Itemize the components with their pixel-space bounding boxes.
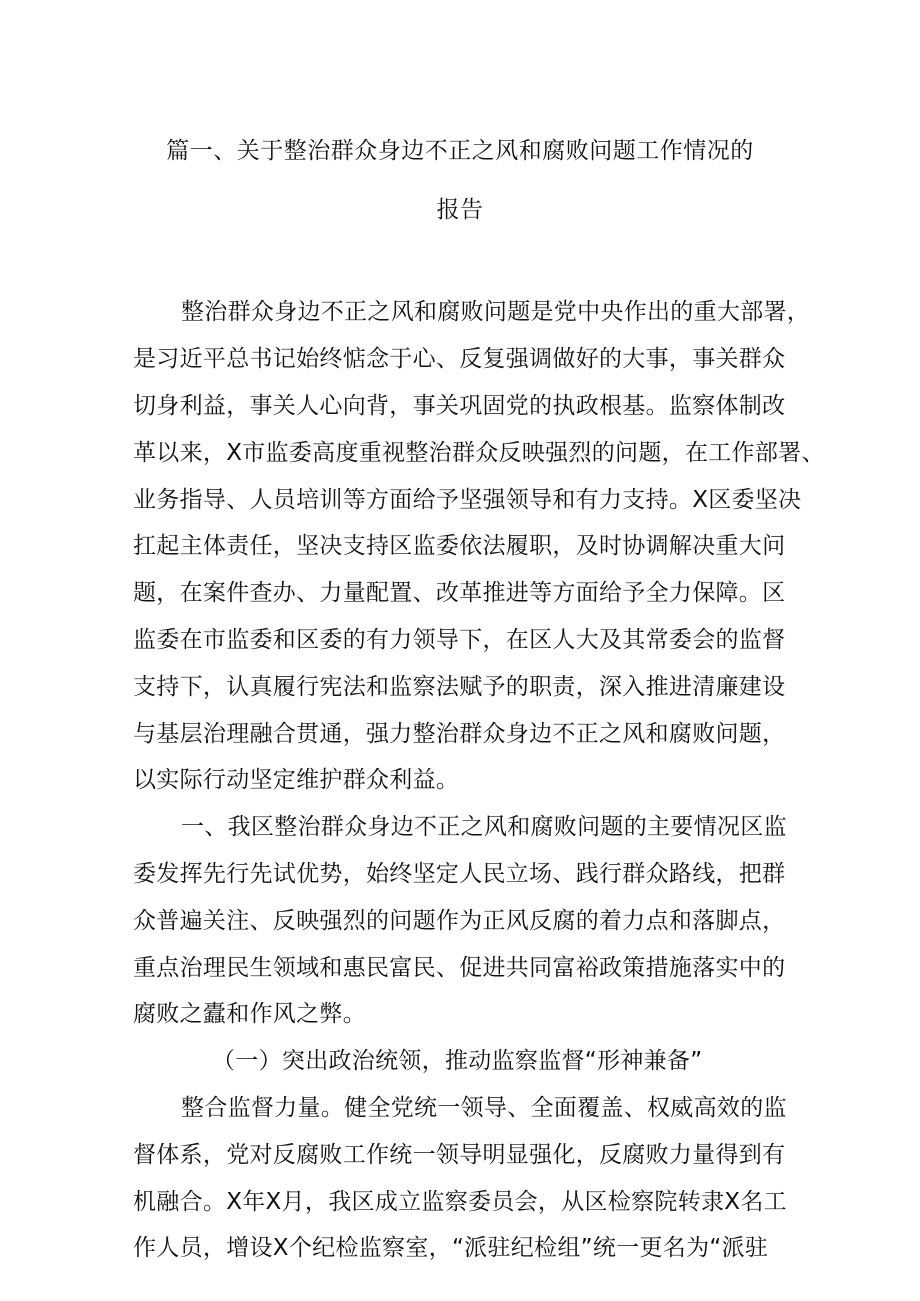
paragraph-line: 督体系，党对反腐败工作统一领导明显强化，反腐败力量得到有 [133,1142,786,1168]
paragraph-line: 整治群众身边不正之风和腐败问题是党中央作出的重大部署， [181,299,811,325]
paragraph-line: 革以来，X市监委高度重视整治群众反映强烈的问题，在工作部署、 [133,440,825,466]
subsection-heading: （一）突出政治统领，推动监察监督“形神兼备” [212,1048,703,1074]
paragraph-line: 腐败之蠹和作风之弊。 [133,1001,366,1027]
paragraph-line: 题，在案件查办、力量配置、改革推进等方面给予全力保障。区 [133,580,786,606]
section-heading-line: 一、我区整治群众身边不正之风和腐败问题的主要情况区监 [181,814,787,840]
paragraph-line: 委发挥先行先试优势，始终坚定人民立场、践行群众路线，把群 [133,861,786,887]
report-title-line-2: 报告 [436,197,484,223]
paragraph-line: 与基层治理融合贯通，强力整治群众身边不正之风和腐败问题， [133,721,786,747]
paragraph-line: 业务指导、人员培训等方面给予坚强领导和有力支持。X区委坚决 [133,487,802,513]
paragraph-line: 机融合。X年X月，我区成立监察委员会，从区检察院转隶X名工 [133,1189,787,1215]
paragraph-line: 扛起主体责任，坚决支持区监委依法履职，及时协调解决重大问 [133,533,786,559]
paragraph-line: 重点治理民生领域和惠民富民、促进共同富裕政策措施落实中的 [133,955,786,981]
paragraph-line: 整合监督力量。健全党统一领导、全面覆盖、权威高效的监 [181,1095,787,1121]
paragraph-line: 众普遍关注、反映强烈的问题作为正风反腐的着力点和落脚点， [133,908,786,934]
paragraph-line: 以实际行动坚定维护群众利益。 [133,767,460,793]
paragraph-line: 切身利益，事关人心向背，事关巩固党的执政根基。监察体制改 [133,393,786,419]
paragraph-line: 支持下，认真履行宪法和监察法赋予的职责，深入推进清廉建设 [133,674,786,700]
paragraph-line: 是习近平总书记始终惦念于心、反复强调做好的大事，事关群众 [133,346,786,372]
paragraph-line: 作人员，增设X个纪检监察室，“派驻纪检组”统一更名为“派驻 [133,1235,769,1261]
report-title-line-1: 篇一、关于整治群众身边不正之风和腐败问题工作情况的 [166,138,754,164]
paragraph-line: 监委在市监委和区委的有力领导下，在区人大及其常委会的监督 [133,627,786,653]
